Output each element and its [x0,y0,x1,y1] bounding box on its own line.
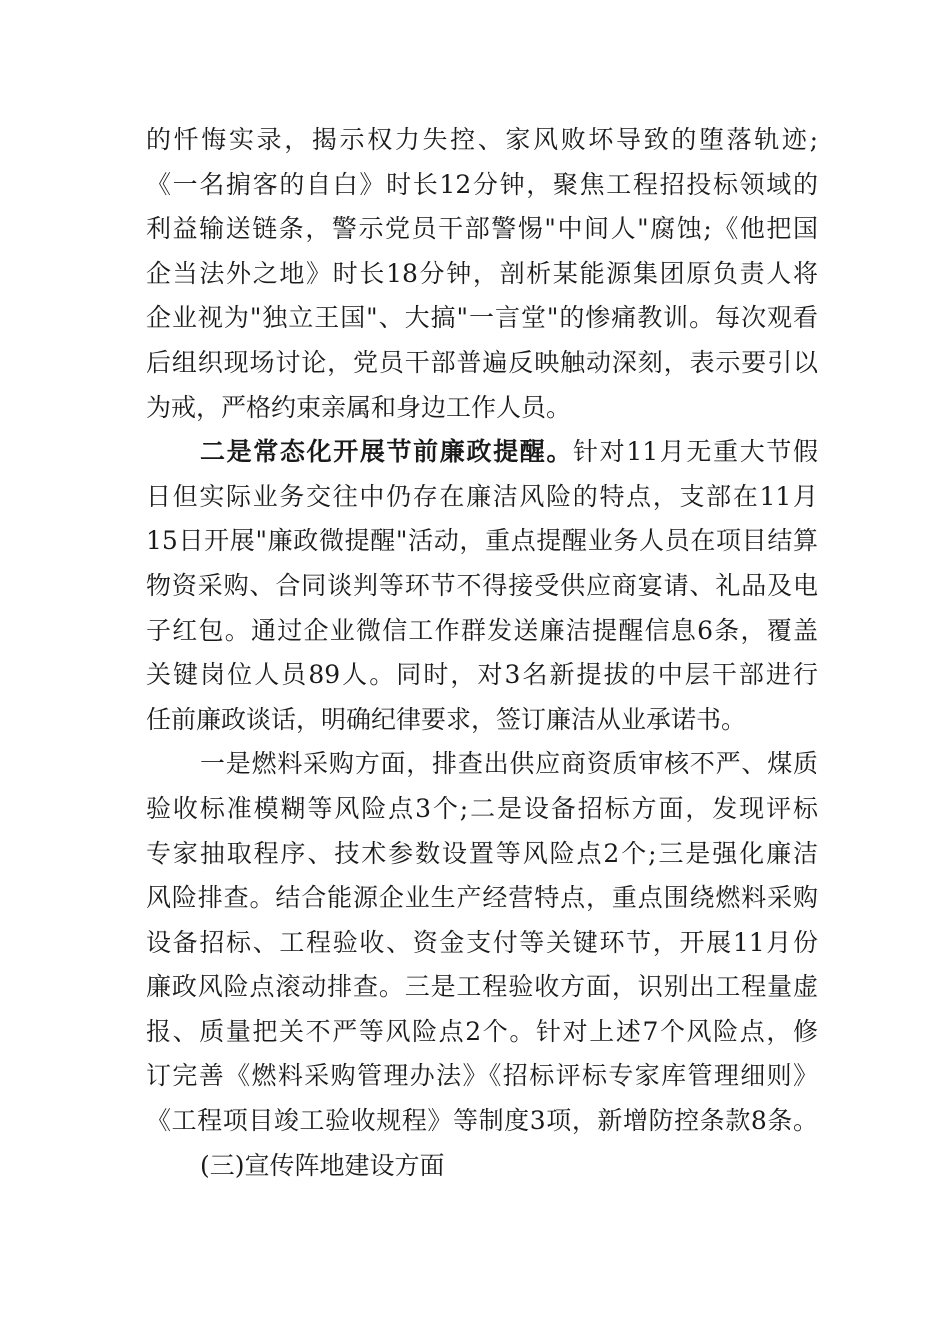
paragraph-heading-line [146,430,818,475]
text-line: 企业视为"独立王国"、大搞"一言堂"的惨痛教训。每次观看 [146,303,818,333]
body-text [146,118,818,1188]
section-heading: (三)宣传阵地建设方面 [200,1150,445,1180]
text-line: 《工程项目竣工验收规程》等制度3项，新增防控条款8条。 [146,1106,818,1136]
text-line: 任前廉政谈话，明确纪律要求，签订廉洁从业承诺书。 [146,704,747,734]
text-line: 利益输送链条，警示党员干部警惕"中间人"腐蚀;《他把国 [146,214,818,244]
text-line: 报、质量把关不严等风险点2个。针对上述7个风险点，修 [146,1016,818,1046]
text-line: 企当法外之地》时长18分钟，剖析某能源集团原负责人将 [146,258,818,288]
text-line: 廉政风险点滚动排查。三是工程验收方面，识别出工程量虚 [146,972,818,1002]
text-line: 订完善《燃料采购管理办法》《招标评标专家库管理细则》 [146,1061,818,1091]
text-line: 子红包。通过企业微信工作群发送廉洁提醒信息6条，覆盖 [146,615,818,645]
paragraph-heading: 二是常态化开展节前廉政提醒。 [200,437,574,467]
text-span: 针对11月无重大节假 [573,437,818,467]
text-line: 日但实际业务交往中仍存在廉洁风险的特点，支部在11月 [146,481,818,511]
text-line: 15日开展"廉政微提醒"活动，重点提醒业务人员在项目结算 [146,526,818,556]
text-line: 风险排查。结合能源企业生产经营特点，重点围绕燃料采购 [146,883,818,913]
text-line: 验收标准模糊等风险点3个;二是设备招标方面，发现评标 [146,793,818,823]
text-line: 专家抽取程序、技术参数设置等风险点2个;三是强化廉洁 [146,838,818,868]
text-line: 为戒，严格约束亲属和身边工作人员。 [146,392,572,422]
text-line: 《一名掮客的自白》时长12分钟，聚焦工程招投标领域的 [146,169,818,199]
text-line: 设备招标、工程验收、资金支付等关键环节，开展11月份 [146,927,818,957]
text-line: 的忏悔实录，揭示权力失控、家风败坏导致的堕落轨迹; [146,125,818,154]
text-line: 关键岗位人员89人。同时，对3名新提拔的中层干部进行 [146,660,818,690]
text-line: 物资采购、合同谈判等环节不得接受供应商宴请、礼品及电 [146,570,818,600]
text-line: 后组织现场讨论，党员干部普遍反映触动深刻，表示要引以 [146,347,818,377]
text-line: 一是燃料采购方面，排查出供应商资质审核不严、煤质 [200,749,818,779]
